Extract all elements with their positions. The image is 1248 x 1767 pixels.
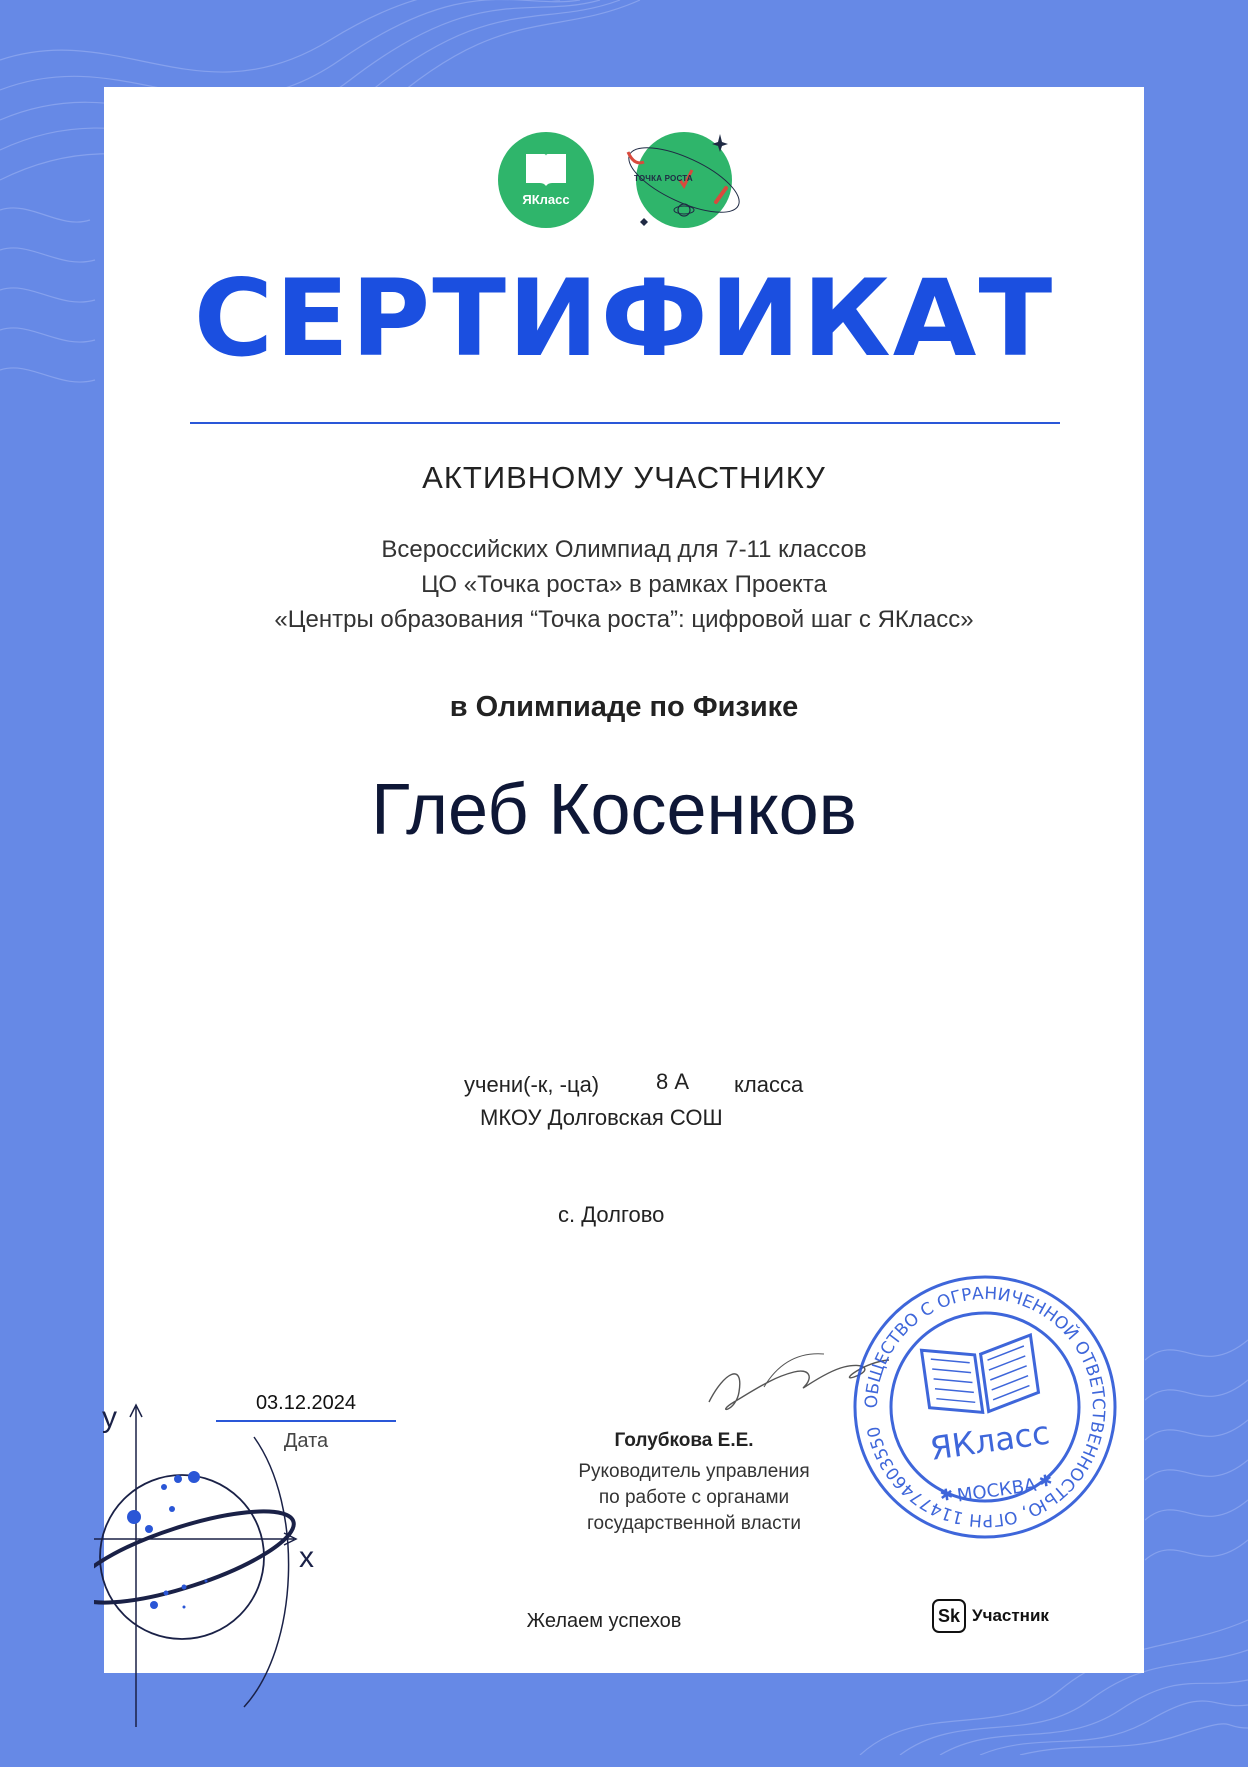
stamp-ring-text: ОБЩЕСТВО С ОГРАНИЧЕННОЙ ОТВЕТСТВЕННОСТЬЮ, ОГРН 1147746035502 [861, 1283, 1109, 1531]
class-label: класса [734, 1072, 804, 1097]
stamp-center-text: ЯКласс [927, 1413, 1052, 1468]
footer-wish: Желаем успехов [526, 1610, 682, 1632]
signer-role-line: Руководитель управления [578, 1461, 810, 1482]
x-axis-label: x [299, 1541, 314, 1574]
locality: с. Долгово [558, 1202, 665, 1227]
orbit-arc [244, 1437, 289, 1707]
tochka-rosta-logo [620, 122, 750, 242]
stamp-star-icon: ✱ [938, 1486, 955, 1506]
signer-role-line: государственной власти [587, 1513, 801, 1534]
description-line: Всероссийских Олимпиад для 7-11 классов [381, 536, 867, 563]
planet-ring [94, 1493, 303, 1621]
date-label: Дата [283, 1430, 329, 1452]
stamp-city: МОСКВА [955, 1474, 1038, 1507]
signer-name: Голубкова Е.Е. [614, 1430, 754, 1451]
certificate-title: СЕРТИФИКАТ [193, 257, 1055, 380]
certificate-description [104, 532, 1144, 637]
certificate-sheet [104, 87, 1144, 1673]
recipient-name: Глеб Косенков [371, 770, 857, 850]
yaklass-logo [498, 132, 594, 228]
school-name: МКОУ Долговская СОШ [480, 1105, 723, 1130]
skolkovo-sk-icon: Sk [932, 1599, 966, 1633]
planet-axes-illustration [94, 1397, 414, 1767]
tochka-rosta-logo-text: ТОЧКА РОСТА [634, 174, 693, 183]
planet-body [100, 1475, 264, 1639]
skolkovo-participant-logo [932, 1598, 1049, 1634]
signer-role-line: по работе с органами [598, 1487, 790, 1508]
company-stamp [850, 1272, 1120, 1542]
yaklass-logo-text: ЯКласс [522, 192, 570, 207]
certificate-subtitle: АКТИВНОМУ УЧАСТНИКУ [422, 460, 826, 495]
issue-date: 03.12.2024 [255, 1392, 357, 1414]
grade-value: 8 А [656, 1069, 690, 1094]
description-line: «Центры образования “Точка роста”: цифровой шаг с ЯКласс» [274, 606, 974, 633]
stamp-star-icon: ✱ [1037, 1472, 1054, 1492]
description-line: ЦО «Точка роста» в рамках Проекта [421, 571, 827, 598]
olympiad-subject: в Олимпиаде по Физике [449, 691, 799, 723]
title-divider [190, 422, 1060, 424]
stamp-book-icon [921, 1335, 1040, 1420]
signer-role [574, 1459, 814, 1537]
skolkovo-participant-label: Участник [972, 1606, 1049, 1625]
book-icon [524, 150, 568, 190]
y-axis-label: y [102, 1401, 117, 1434]
pupil-label: учени(-к, -ца) [464, 1072, 600, 1097]
